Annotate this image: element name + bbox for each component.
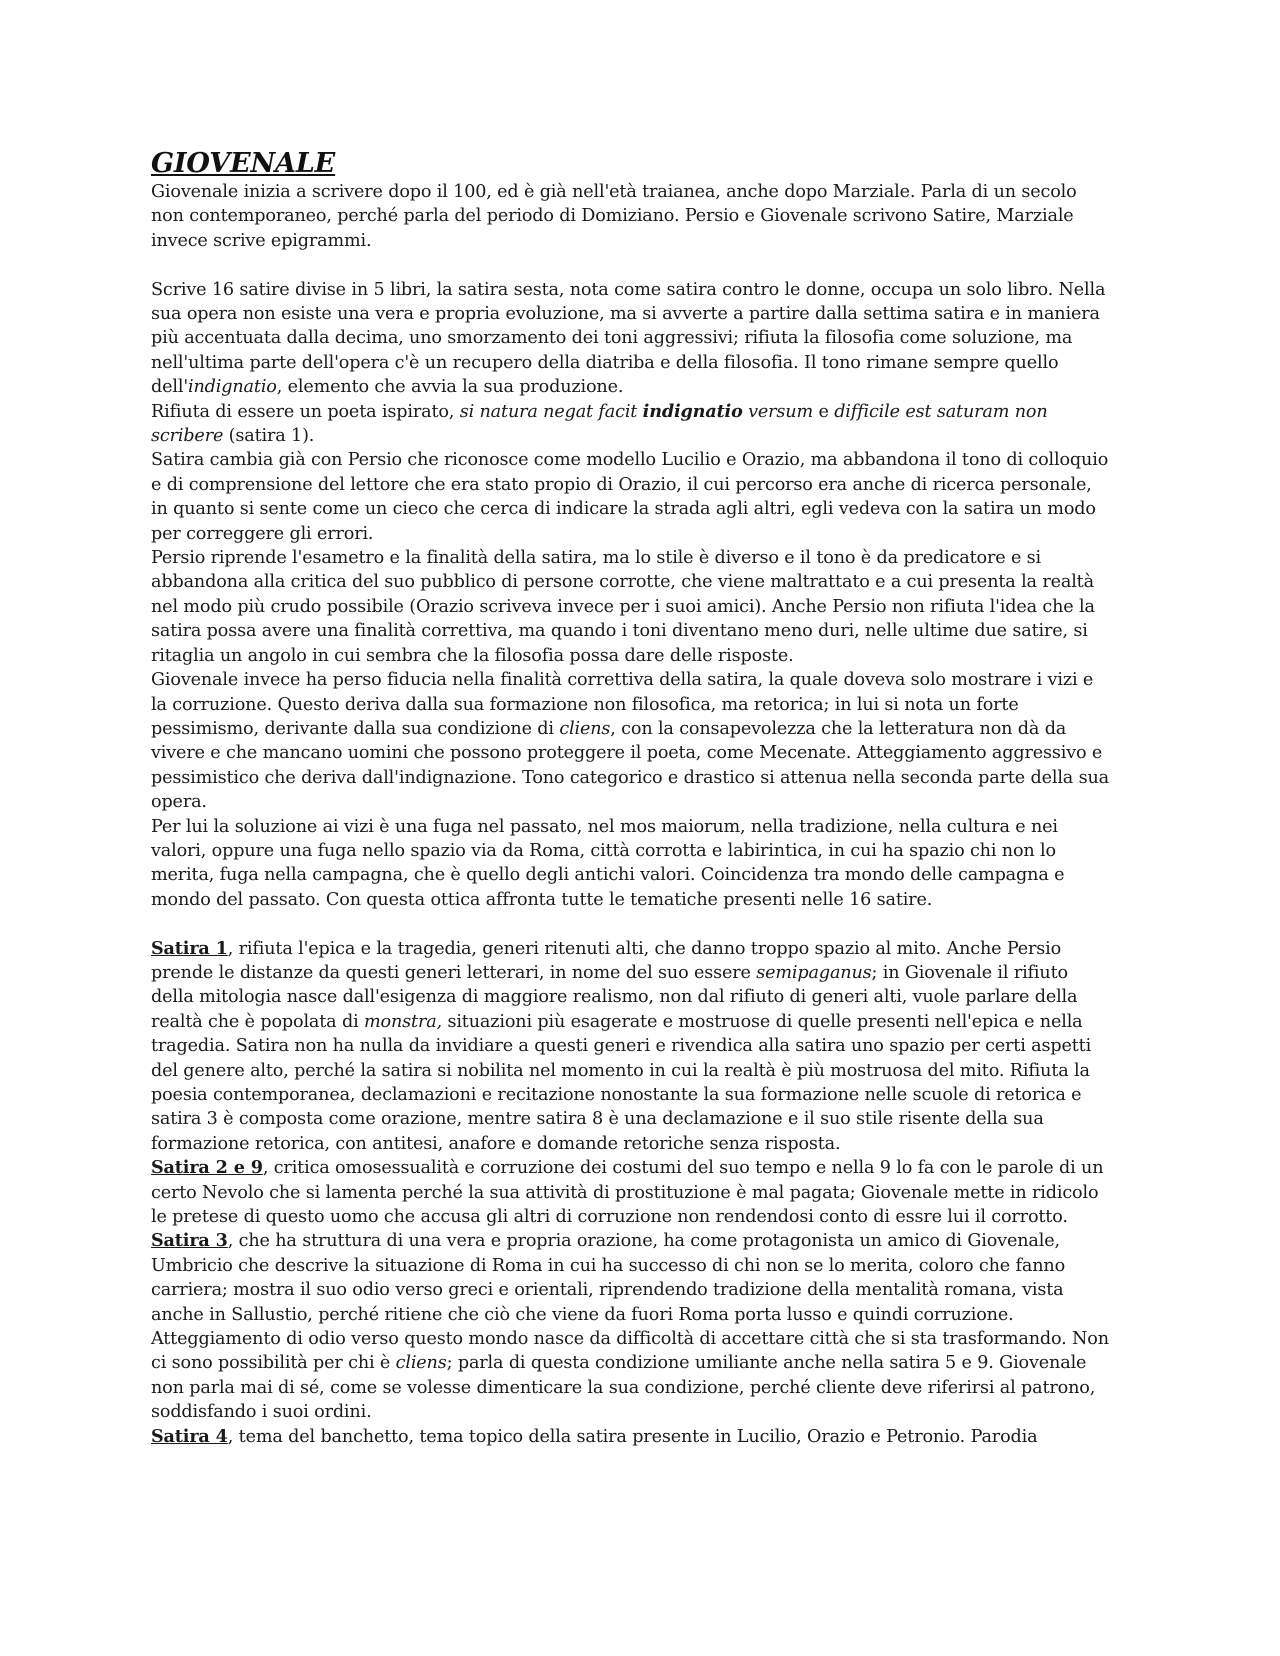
- paragraph-text: ; parla di questa condizione umiliante anche nella satira 5 e 9. Giovenale non parla mai di sé, come se volesse dimenticare la sua condizione, perché cliente deve riferirsi al patrono, soddisfando i suoi ordini.: [151, 1353, 1096, 1423]
- italic-term: indignatio: [188, 377, 277, 398]
- paragraph-persio-change: [151, 448, 1111, 546]
- latin-keyword: indignatio: [642, 400, 743, 422]
- paragraph-giovenale-pessimism: [151, 668, 1111, 814]
- paragraph-solution: [151, 815, 1111, 913]
- latin-quote: versum: [742, 401, 814, 422]
- latin-quote: difficile est saturam non scribere: [151, 401, 1048, 447]
- paragraph-text: , che ha struttura di una vera e propria orazione, ha come protagonista un amico di Giovenale, Umbricio che descrive la situazione di Roma in cui ha successo di chi non se lo merita, coloro che fanno carriera; mostra il suo odio verso greci e orientali, riprendendo tradizione della mentalità romana, vista anche in Sallustio, perché ritiene che ciò che viene da fuori Roma porta lusso e quindi corruzione. Atteggiamento di odio verso questo mondo nasce da difficoltà di accettare città che si sta trasformando. Non ci sono possibilità per chi è: [151, 1231, 1109, 1374]
- section-satira-4: [151, 1425, 1111, 1449]
- section-label: Satira 2 e 9: [151, 1157, 263, 1179]
- italic-term: cliens: [395, 1353, 447, 1374]
- italic-term: monstra,: [364, 1011, 442, 1032]
- paragraph-gap: [151, 253, 1111, 277]
- page-title: GIOVENALE: [151, 148, 336, 179]
- section-satira-3: [151, 1229, 1111, 1424]
- paragraph-persio-style: [151, 546, 1111, 668]
- section-satira-2-9: [151, 1156, 1111, 1229]
- document-page: [151, 148, 1111, 1449]
- paragraph-text: Giovenale invece ha perso fiducia nella finalità correttiva della satira, la quale doveva solo mostrare i vizi e la corruzione. Questo deriva dalla sua formazione non filosofica, ma retorica; in lui si nota un forte pessimismo, derivante dalla sua condizione di: [151, 670, 1094, 739]
- paragraph-text: Persio riprende l'esametro e la finalità della satira, ma lo stile è diverso e il tono è da predicatore e si abbandona alla critica del suo pubblico di persone corrotte, che viene maltrattato e a cui presenta la realtà nel modo più crudo possibile (Orazio scriveva invece per i suoi amici). Anche Persio non rifiuta l'idea che la satira possa avere una finalità correttiva, ma quando i toni diventano meno duri, nelle ultime due satire, si ritaglia un angolo in cui sembra che la filosofia possa dare delle risposte.: [151, 548, 1095, 666]
- section-label: Satira 1: [151, 937, 228, 959]
- section-satira-1: [151, 937, 1111, 1157]
- italic-term: semipaganus: [756, 962, 872, 983]
- latin-quote: si natura negat facit: [459, 401, 643, 422]
- paragraph-text: , elemento che avvia la sua produzione.: [276, 377, 624, 398]
- paragraph-text: , critica omosessualità e corruzione dei costumi del suo tempo e nella 9 lo fa con le parole di un certo Nevolo che si lamenta perché la sua attività di prostituzione è mal pagata; Giovenale mette in ridicolo le pretese di questo uomo che accusa gli altri di corruzione non rendendosi conto di essre lui il corrotto.: [151, 1158, 1104, 1228]
- paragraph-text: (satira 1).: [223, 426, 315, 447]
- paragraph-intro: [151, 180, 1111, 253]
- paragraph-text: , con la consapevolezza che la letteratura non dà da vivere e che mancano uomini che possono proteggere il poeta, come Mecenate. Atteggiamento aggressivo e pessimistico che deriva dall'indignazione. Tono categorico e drastico si attenua nella seconda parte della sua opera.: [151, 718, 1109, 813]
- paragraph-text: Scrive 16 satire divise in 5 libri, la satira sesta, nota come satira contro le donne, occupa un solo libro. Nella sua opera non esiste una vera e propria evoluzione, ma si avverte a partire dalla settima satira e in maniera più accentuata dalla decima, uno smorzamento dei toni aggressivi; rifiuta la filosofia come soluzione, ma nell'ultima parte dell'opera c'è un recupero della diatriba e della filosofia. Il tono rimane sempre quello dell': [151, 279, 1106, 398]
- paragraph-text: , tema del banchetto, tema topico della satira presente in Lucilio, Orazio e Petronio. Parodia: [227, 1426, 1038, 1447]
- paragraph-text: , rifiuta l'epica e la tragedia, generi ritenuti alti, che danno troppo spazio al mito. Anche Persio prende le distanze da questi generi letterari, in nome del suo essere: [151, 938, 1062, 983]
- italic-term: cliens: [559, 718, 611, 739]
- paragraph-text: e: [813, 401, 835, 422]
- paragraph-gap: [151, 912, 1111, 936]
- section-label: Satira 4: [151, 1425, 228, 1447]
- section-label: Satira 3: [151, 1230, 228, 1252]
- paragraph-text: Per lui la soluzione ai vizi è una fuga nel passato, nel mos maiorum, nella tradizione, nella cultura e nei valori, oppure una fuga nello spazio via da Roma, città corrotta e labirintica, in cui ha spazio chi non lo merita, fuga nella campagna, che è quello degli antichi valori. Coincidenza tra mondo delle campagna e mondo del passato. Con questa ottica affronta tutte le tematiche presenti nelle 16 satire.: [151, 816, 1065, 910]
- paragraph-satire-count: [151, 278, 1111, 400]
- paragraph-indignatio: [151, 400, 1111, 449]
- paragraph-text: Rifiuta di essere un poeta ispirato,: [151, 401, 460, 422]
- paragraph-text: situazioni più esagerate e mostruose di quelle presenti nell'epica e nella tragedia. Satira non ha nulla da invidiare a questi generi e rivendica alla satira uno spazio per certi aspetti del genere alto, perché la satira si nobilita nel momento in cui la realtà è più mostruosa del mito. Rifiuta la poesia contemporanea, declamazioni e recitazione nonostante la sua formazione nelle scuole di retorica e satira 3 è composta come orazione, mentre satira 8 è una declamazione e il suo stile risente della sua formazione retorica, con antitesi, anafore e domande retoriche senza risposta.: [151, 1011, 1092, 1154]
- paragraph-text: ; in Giovenale il rifiuto della mitologia nasce dall'esigenza di maggiore realismo, non dal rifiuto di generi alti, vuole parlare della realtà che è popolata di: [151, 962, 1078, 1032]
- paragraph-text: Satira cambia già con Persio che riconosce come modello Lucilio e Orazio, ma abbandona il tono di colloquio e di comprensione del lettore che era stato propio di Orazio, il cui percorso era anche di ricerca personale, in quanto si sente come un cieco che cerca di indicare la strada agli altri, egli vedeva con la satira un modo per correggere gli errori.: [151, 450, 1109, 544]
- paragraph-text: Giovenale inizia a scrivere dopo il 100, ed è già nell'età traianea, anche dopo Marziale. Parla di un secolo non contemporaneo, perché parla del periodo di Domiziano. Persio e Giovenale scrivono Satire, Marziale invece scrive epigrammi.: [151, 182, 1077, 251]
